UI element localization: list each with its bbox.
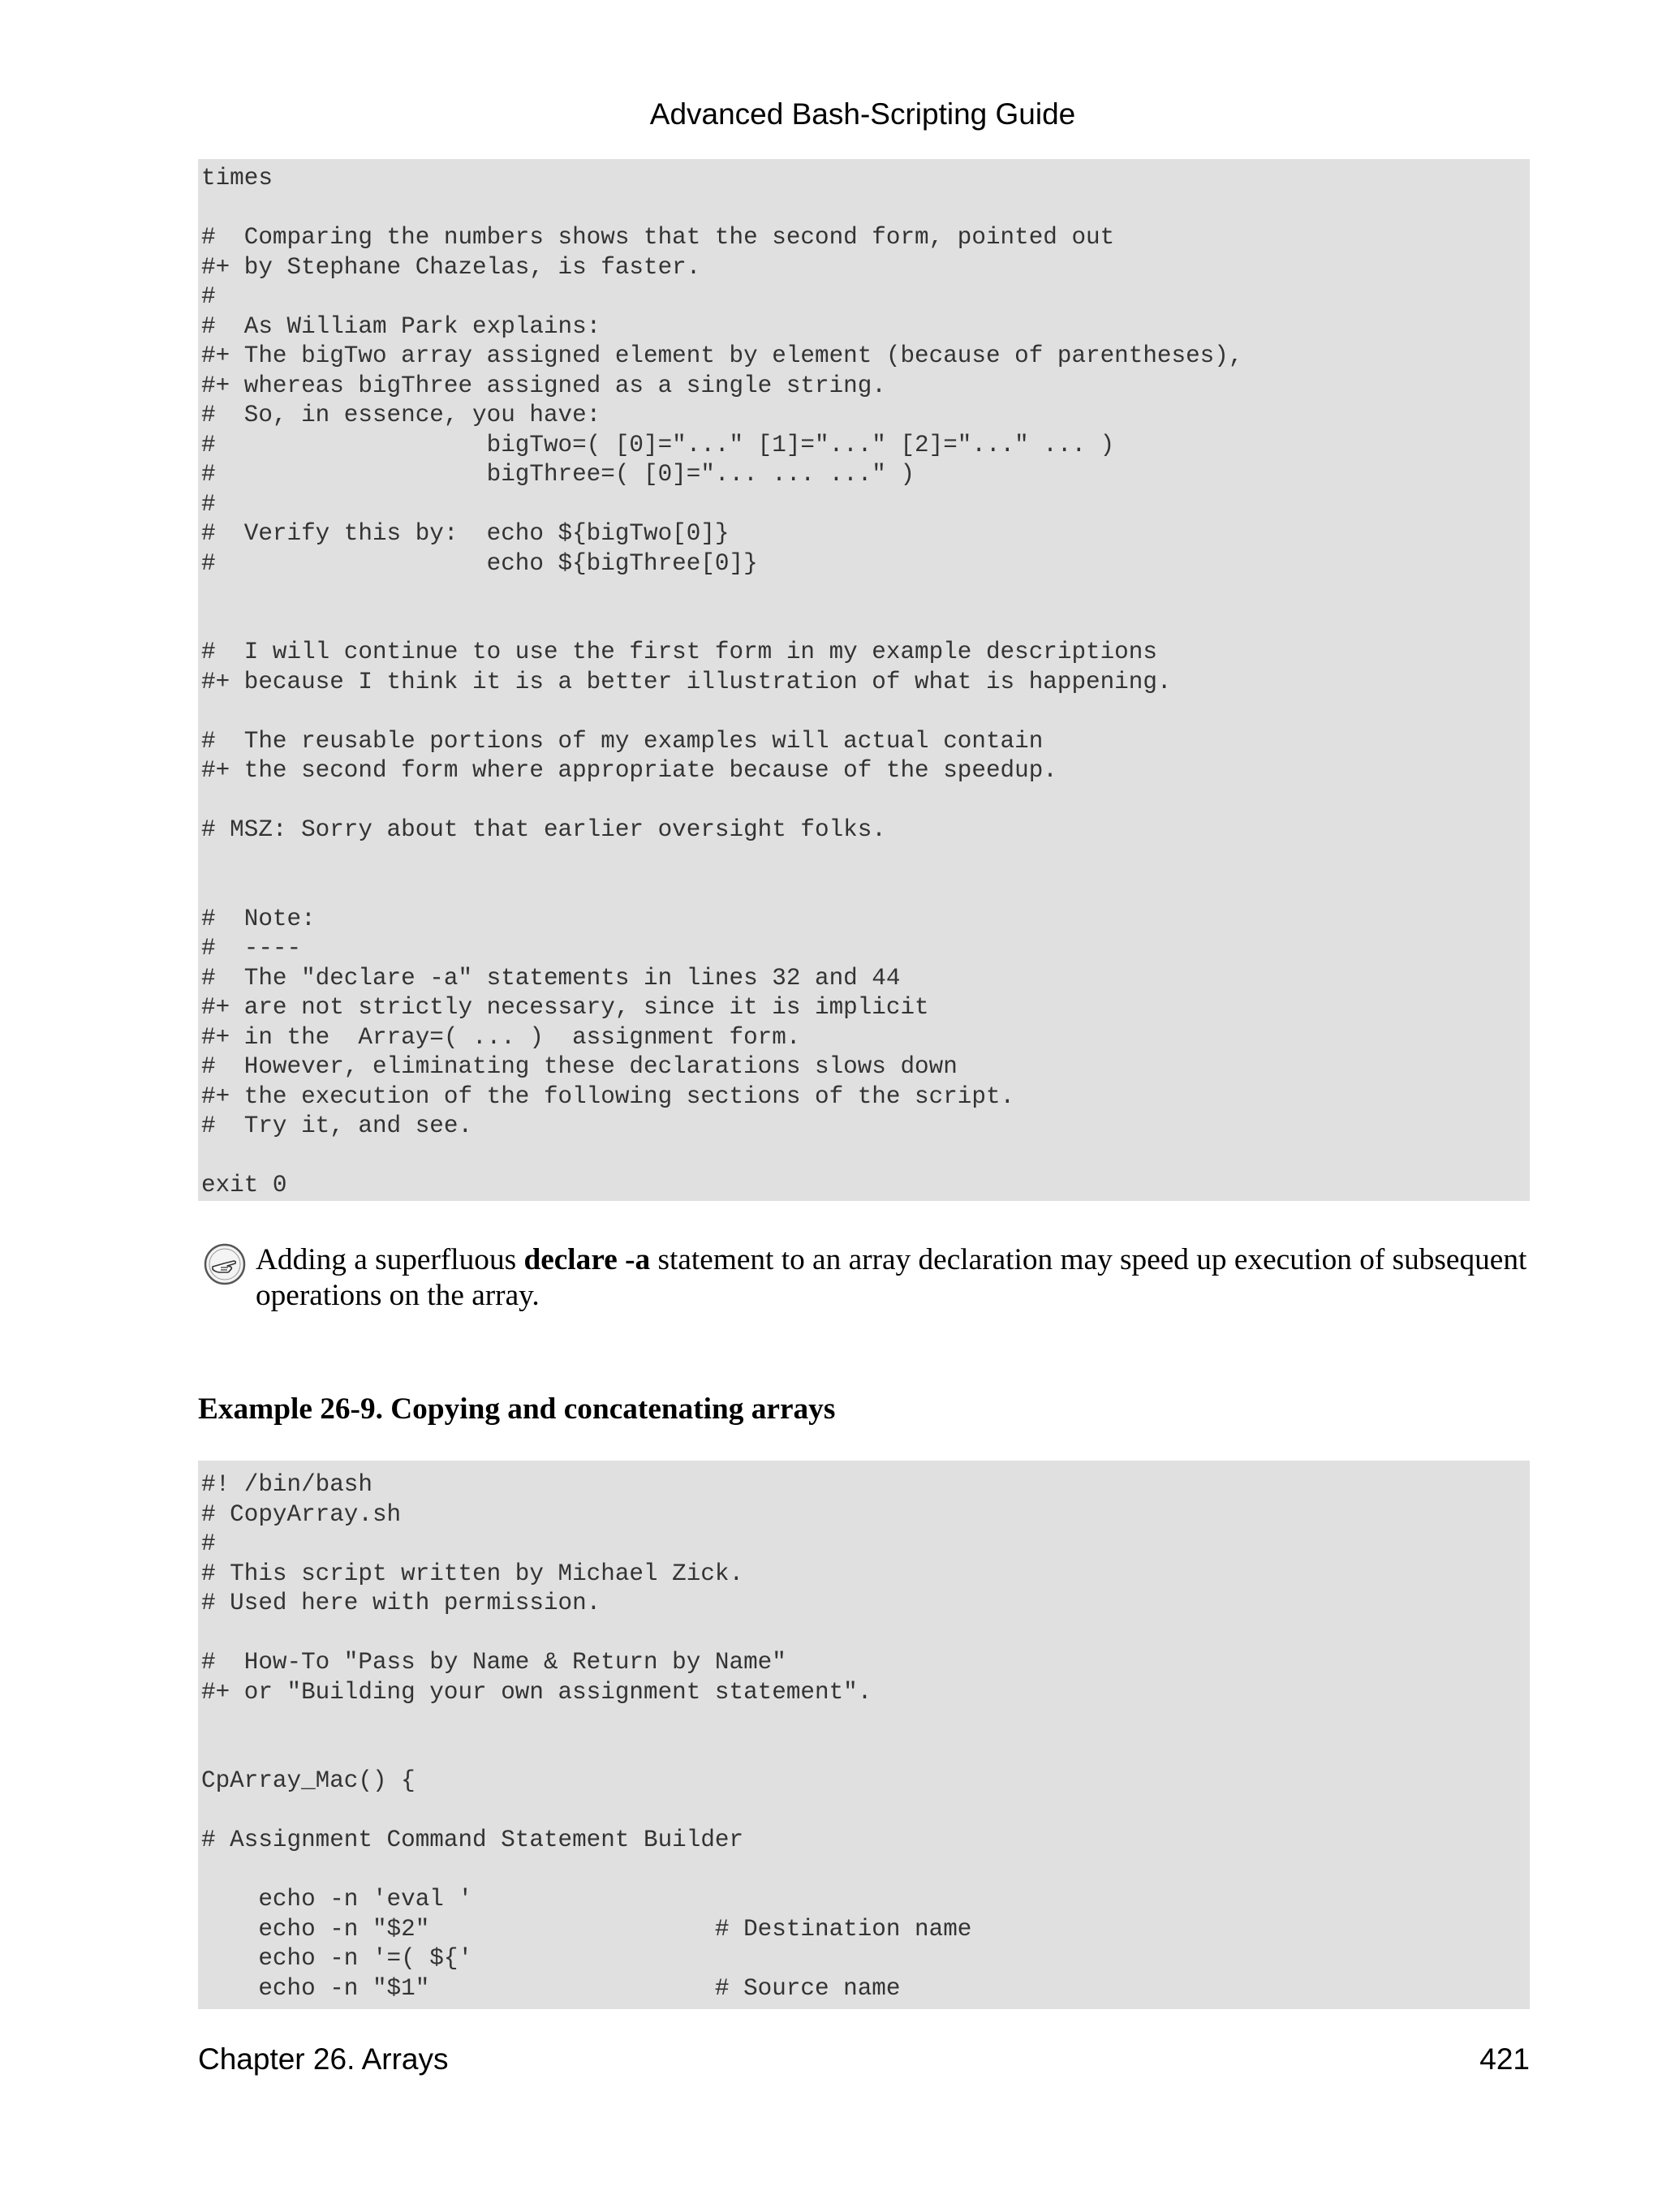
note-text — [256, 1242, 1538, 1314]
pointing-hand-icon — [203, 1242, 247, 1286]
note-text-bold: declare -a — [523, 1243, 651, 1276]
note-text-after: statement to an array declaration may speed up execution of subsequent operations on the array. — [256, 1243, 1527, 1312]
note-text-before: Adding a superfluous — [256, 1243, 524, 1276]
code-block-copy-array: #! /bin/bash # CopyArray.sh # # This script written by Michael Zick. # Used here with permission. # How-To "Pass by Name & Return by Name" #+ or "Building your own assignment statement". CpArray_Mac() { # Assignment Command Statement Builder echo -n 'eval ' echo -n "$2" # Destination name echo -n '=( ${' echo -n "$1" # Source name — [198, 1461, 1530, 2009]
page-header-title: Advanced Bash-Scripting Guide — [649, 97, 1076, 131]
footer-chapter: Chapter 26. Arrays — [198, 2042, 449, 2076]
code-block-array-comparison: times # Comparing the numbers shows that the second form, pointed out #+ by Stephane Chazelas, is faster. # # As William Park explains: #+ The bigTwo array assigned element by element (because of parentheses), #+ whereas bigThree assigned as a single string. # So, in essence, you have: # bigTwo=( [0]="..." [1]="..." [2]="..." ... ) # bigThree=( [0]="... ... ..." ) # # Verify this by: echo ${bigTwo[0]} # echo ${bigThree[0]} # I will continue to use the first form in my example descriptions #+ because I think it is a better illustration of what is happening. # The reusable portions of my examples will actual contain #+ the second form where appropriate because of the speedup. # MSZ: Sorry about that earlier oversight folks. # Note: # ---- # The "declare -a" statements in lines 32 and 44 #+ are not strictly necessary, since it is implicit #+ in the Array=( ... ) assignment form. # However, eliminating these declarations slows down #+ the execution of the following sections of the script. # Try it, and see. exit 0 — [198, 159, 1530, 1201]
footer-page-number: 421 — [1479, 2042, 1530, 2076]
example-title: Example 26-9. Copying and concatenating arrays — [198, 1392, 836, 1426]
